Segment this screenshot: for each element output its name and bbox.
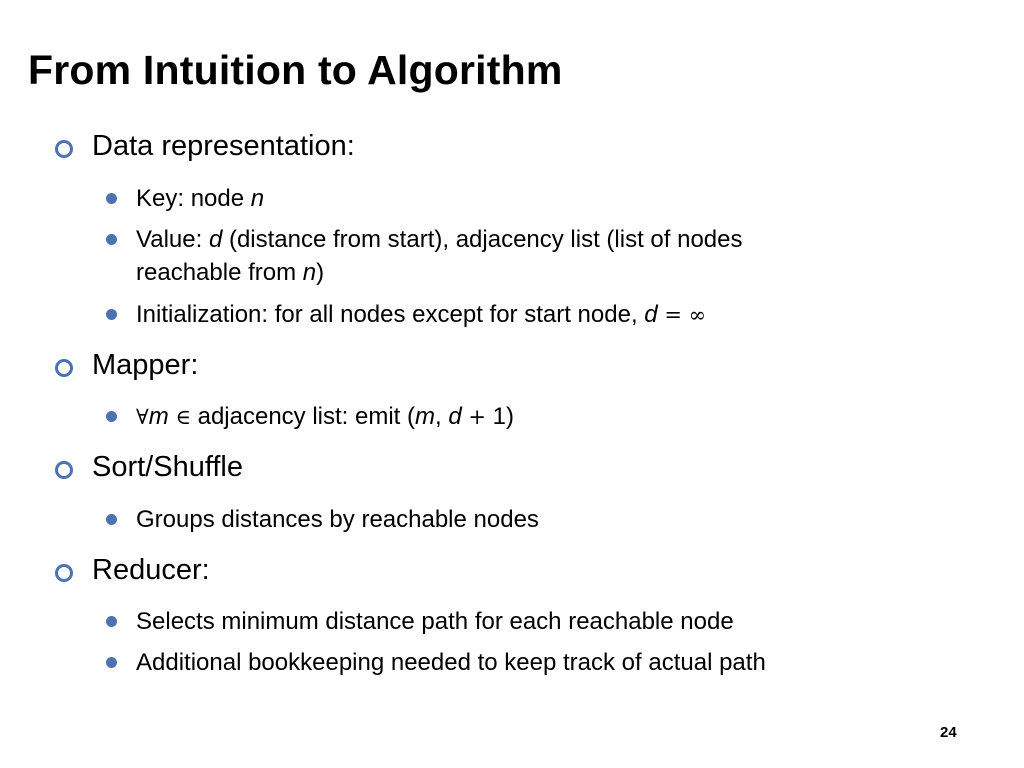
forall-symbol: ∀	[136, 405, 149, 429]
page-number: 24	[940, 724, 957, 741]
infinity-symbol: ∞	[688, 303, 707, 327]
comma: ,	[435, 403, 449, 430]
value-continuation-variable: n	[302, 259, 317, 286]
section-heading-reducer: Reducer:	[92, 554, 210, 586]
key-label: Key: node	[136, 185, 251, 212]
init-equals: =	[657, 303, 689, 327]
value-line-2	[136, 256, 906, 289]
section-heading-sort-shuffle: Sort/Shuffle	[92, 451, 244, 483]
value-continuation: reachable from	[136, 259, 303, 286]
list-item-groups: Groups distances by reachable nodes	[136, 506, 539, 533]
init-text: Initialization: for all nodes except for start node,	[136, 301, 645, 328]
var-d: d	[448, 403, 462, 430]
bullet-dot-icon	[106, 193, 117, 204]
section-heading-mapper: Mapper:	[92, 349, 199, 381]
key-variable: n	[250, 185, 265, 212]
value-line-1	[136, 223, 906, 256]
value-description: (distance from start), adjacency list (list of nodes	[222, 226, 743, 253]
list-item-selects-minimum: Selects minimum distance path for each reachable node	[136, 608, 734, 635]
bullet-dot-icon	[106, 616, 117, 627]
section-bullet-icon	[55, 564, 73, 582]
init-variable: d	[644, 301, 658, 328]
bullet-dot-icon	[106, 514, 117, 525]
value-close-paren: )	[316, 259, 325, 286]
value-label: Value:	[136, 226, 209, 253]
bullet-dot-icon	[106, 234, 117, 245]
section-heading-data-representation: Data representation:	[92, 130, 355, 162]
value-variable: d	[208, 226, 223, 253]
one-close: 1)	[492, 403, 514, 430]
var-m-2: m	[415, 403, 435, 430]
list-item-mapper-emit	[136, 400, 906, 434]
bullet-dot-icon	[106, 309, 117, 320]
list-item-key	[136, 182, 906, 215]
plus-symbol: +	[461, 405, 493, 429]
list-item-value	[136, 223, 906, 289]
bullet-dot-icon	[106, 657, 117, 668]
section-bullet-icon	[55, 359, 73, 377]
list-item-bookkeeping: Additional bookkeeping needed to keep track of actual path	[136, 649, 766, 676]
list-item-initialization	[136, 298, 906, 332]
var-m: m	[148, 403, 169, 430]
section-bullet-icon	[55, 140, 73, 158]
bullet-dot-icon	[106, 411, 117, 422]
section-bullet-icon	[55, 461, 73, 479]
slide-title: From Intuition to Algorithm	[28, 47, 563, 93]
emit-text: adjacency list: emit (	[197, 403, 415, 430]
element-of-symbol: ∈	[168, 405, 198, 429]
